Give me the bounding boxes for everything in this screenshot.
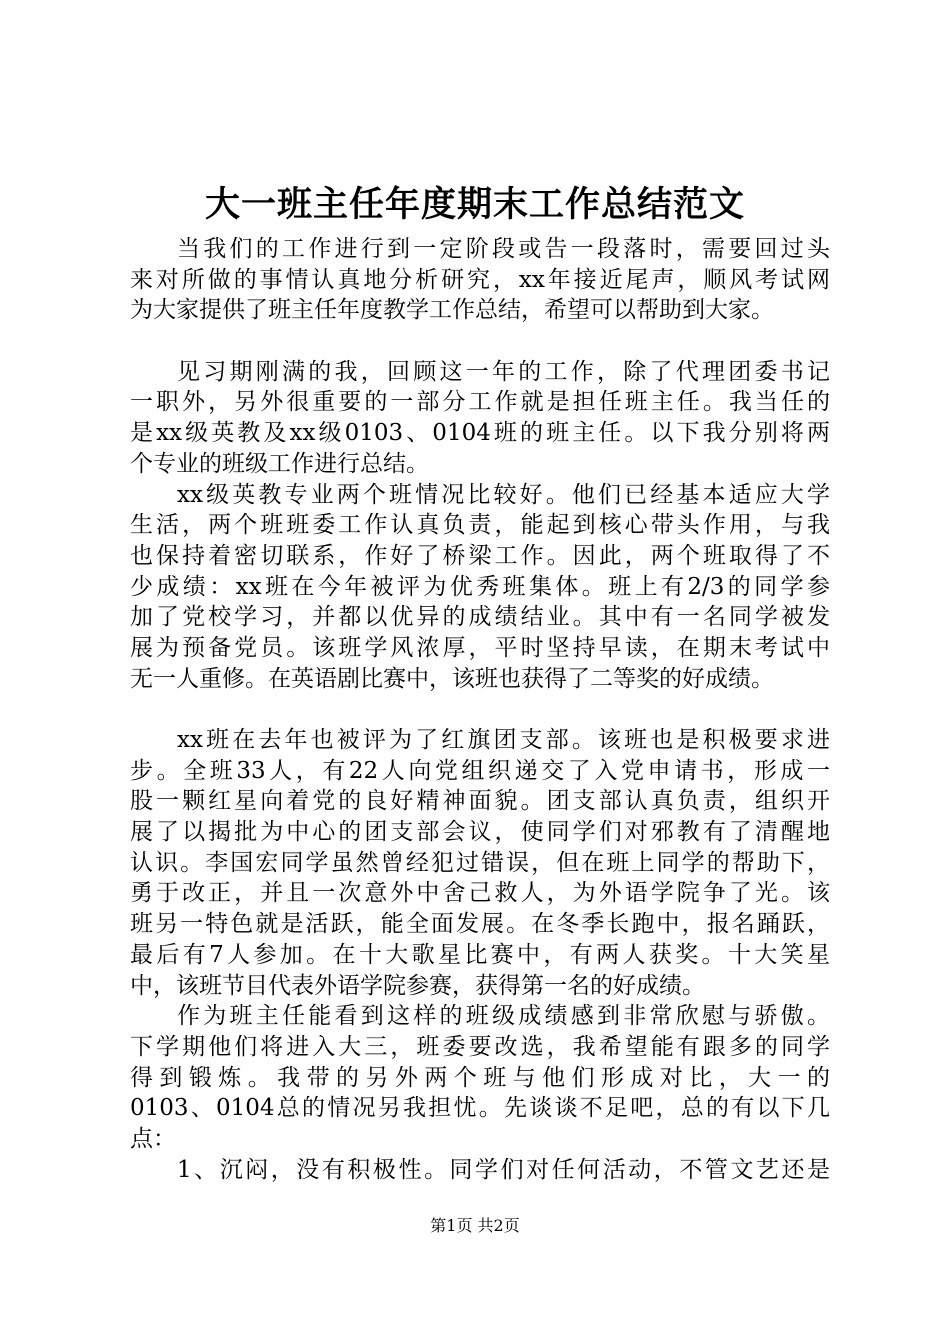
text-line: 最后有7人参加。在十大歌星比赛中，有两人获奖。十大笑星 xyxy=(130,941,830,968)
text-line: 得到锻炼。我带的另外两个班与他们形成对比，大一的 xyxy=(130,1064,830,1091)
text-line: 作为班主任能看到这样的班级成绩感到非常欣慰与骄傲。 xyxy=(177,1003,830,1030)
text-line: 步。全班33人，有22人向党组织递交了入党申请书，形成一 xyxy=(130,757,830,784)
text-line: 1、沉闷，没有积极性。同学们对任何活动，不管文艺还是 xyxy=(177,1156,830,1183)
text-line: xx级英教专业两个班情况比较好。他们已经基本适应大学 xyxy=(177,481,830,508)
paragraph-english-class xyxy=(130,480,830,695)
text-line: xx班在去年也被评为了红旗团支部。该班也是积极要求进 xyxy=(177,727,830,753)
paragraph-red-flag xyxy=(130,725,830,1001)
text-line: 少成绩：xx班在今年被评为优秀班集体。班上有2/3的同学参 xyxy=(130,573,830,600)
text-line: 班另一特色就是活跃，能全面发展。在冬季长跑中，报名踊跃， xyxy=(130,911,830,938)
text-line: 也保持着密切联系，作好了桥梁工作。因此，两个班取得了不 xyxy=(130,542,830,569)
text-line: 当我们的工作进行到一定阶段或告一段落时，需要回过头 xyxy=(177,236,830,262)
paragraph-gap xyxy=(130,326,830,357)
text-line: 勇于改正，并且一次意外中舍己救人，为外语学院争了光。该 xyxy=(130,880,830,907)
text-line: 无一人重修。在英语剧比赛中，该班也获得了二等奖的好成绩。 xyxy=(130,665,774,692)
text-line: 下学期他们将进入大三，班委要改选，我希望能有跟多的同学 xyxy=(130,1033,830,1060)
document-title: 大一班主任年度期末工作总结范文 xyxy=(204,184,745,225)
paragraph-review xyxy=(130,357,830,480)
text-line: 展了以揭批为中心的团支部会议，使同学们对邪教有了清醒地 xyxy=(130,819,830,846)
text-line: 生活，两个班班委工作认真负责，能起到核心带头作用，与我 xyxy=(130,512,830,539)
page-number-footer: 第1页 共2页 xyxy=(430,1216,520,1235)
text-line: 加了党校学习，并都以优异的成绩结业。其中有一名同学被发 xyxy=(130,604,830,631)
text-line: 认识。李国宏同学虽然曾经犯过错误，但在班上同学的帮助下， xyxy=(130,849,830,876)
text-line: 来对所做的事情认真地分析研究，xx年接近尾声，顺风考试网 xyxy=(130,266,830,293)
text-line: 一职外，另外很重要的一部分工作就是担任班主任。我当任的 xyxy=(130,389,830,416)
text-line: 股一颗红星向着党的良好精神面貌。团支部认真负责，组织开 xyxy=(130,788,830,815)
paragraph-gap xyxy=(130,694,830,725)
text-line: 0103、0104总的情况另我担忧。先谈谈不足吧，总的有以下几 xyxy=(130,1095,830,1122)
text-line: 展为预备党员。该班学风浓厚，平时坚持早读，在期末考试中 xyxy=(130,634,830,661)
paragraph-head-teacher xyxy=(130,1001,830,1154)
paragraph-point-1 xyxy=(130,1155,830,1186)
text-line: 点： xyxy=(130,1125,176,1152)
text-line: 为大家提供了班主任年度教学工作总结，希望可以帮助到大家。 xyxy=(130,297,774,324)
text-line: 是xx级英教及xx级0103、0104班的班主任。以下我分别将两 xyxy=(130,420,830,447)
text-line: 见习期刚满的我，回顾这一年的工作，除了代理团委书记 xyxy=(177,358,830,385)
paragraph-intro xyxy=(130,234,830,326)
document-body xyxy=(130,234,830,1185)
text-line: 个专业的班级工作进行总结。 xyxy=(130,450,429,477)
text-line: 中，该班节目代表外语学院参赛，获得第一名的好成绩。 xyxy=(130,972,705,999)
